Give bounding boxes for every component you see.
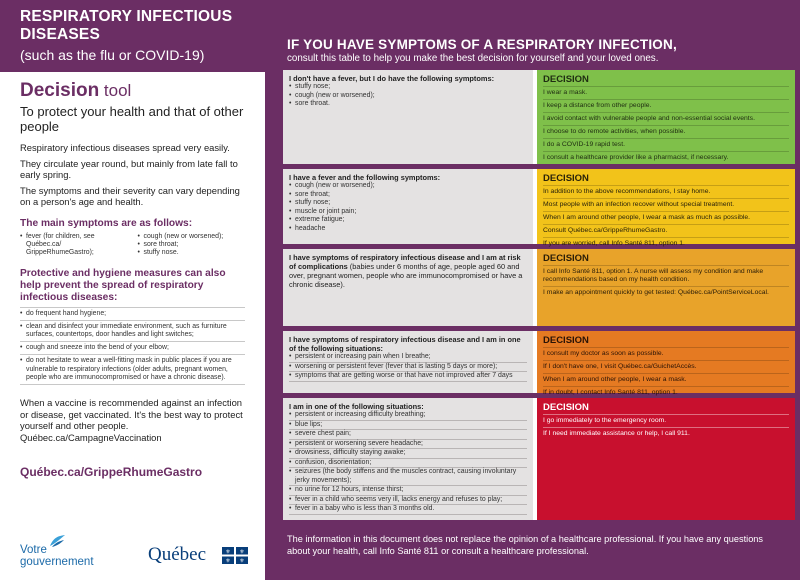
symptom-item: • fever in a baby who is less than 3 months old. bbox=[289, 505, 527, 515]
main-symptom-item: • cough (new or worsened); bbox=[138, 233, 246, 241]
protective-heading: Protective and hygiene measures can also help prevent the spread of respiratory infectious diseases: bbox=[20, 267, 226, 303]
svg-text:⚜: ⚜ bbox=[225, 549, 231, 556]
symptom-item: • persistent or increasing difficulty breathing; bbox=[289, 411, 527, 421]
decision-label: DECISION bbox=[543, 402, 589, 413]
symptom-list bbox=[289, 411, 527, 515]
symptom-item: • headache bbox=[289, 225, 527, 234]
vaccine-link[interactable]: Québec.ca/CampagneVaccination bbox=[20, 431, 162, 443]
symptom-item: • blue lips; bbox=[289, 421, 527, 431]
symptom-heading-bold: I am in one of the following situations: bbox=[289, 402, 424, 411]
symptom-item: • cough (new or worsened); bbox=[289, 92, 527, 101]
decision-item: I consult a healthcare provider like a pharmacist, if necessary. bbox=[543, 151, 789, 164]
decision-cell-yellow bbox=[537, 169, 795, 247]
symptom-heading-normal: (babies under 6 months of age, people aged 60 and over, pregnant women, people who are immunocompromised or have a chronic disease). bbox=[289, 262, 523, 289]
decision-item: When I am around other people, I wear a mask. bbox=[543, 373, 789, 386]
symptom-item: • extreme fatigue; bbox=[289, 216, 527, 225]
decision-item: I do a COVID-19 rapid test. bbox=[543, 138, 789, 151]
symptom-item: • fever in a child who seems very ill, lacks energy and refuses to play; bbox=[289, 496, 527, 506]
protective-item: • do not hesitate to wear a well-fitting mask in public places if you are vulnerable to respiratory infections (older adults, pregnant women, people who are immunocompromised or have a chronic disease). bbox=[20, 355, 245, 385]
decision-item: I wear a mask. bbox=[543, 86, 789, 99]
footer-disclaimer: The information in this document does not replace the opinion of a healthcare professional. If you have any questions about your health, call Info Santé 811 or consult a healthcare professional. bbox=[287, 534, 764, 556]
symptom-list bbox=[289, 182, 527, 233]
quebec-flag-icon bbox=[222, 547, 248, 564]
decision-item: If I need immediate assistance or help, I call 911. bbox=[543, 427, 789, 440]
main-symptoms-heading: The main symptoms are as follows: bbox=[20, 217, 193, 229]
decision-cell-orange bbox=[537, 331, 795, 396]
symptom-heading-bold: I have symptoms of respiratory infectious disease and I am at risk of complications bbox=[289, 253, 521, 271]
decision-cell-green bbox=[537, 70, 795, 164]
decision-item: I call Info Santé 811, option 1. A nurse will assess my condition and make recommendations based on my health condition. bbox=[543, 265, 789, 286]
right-title: IF YOU HAVE SYMPTOMS OF A RESPIRATORY INFECTION, bbox=[287, 37, 677, 52]
decision-label: DECISION bbox=[543, 335, 589, 346]
symptom-item: • symptoms that are getting worse or that have not improved after 7 days bbox=[289, 372, 527, 382]
symptom-item: • no urine for 12 hours, intense thirst; bbox=[289, 486, 527, 496]
svg-text:⚜: ⚜ bbox=[239, 549, 245, 556]
protective-list bbox=[20, 307, 245, 385]
gripperhumegastro-link[interactable]: Québec.ca/GrippeRhumeGastro bbox=[20, 465, 203, 480]
symptom-heading bbox=[289, 402, 527, 411]
symptom-heading bbox=[289, 74, 527, 83]
symptom-list bbox=[289, 83, 527, 109]
main-symptoms-list bbox=[20, 233, 245, 258]
decision-item: When I am around other people, I wear a mask as much as possible. bbox=[543, 211, 789, 224]
decision-word: Decision bbox=[20, 80, 100, 101]
protective-item: • clean and disinfect your immediate environment, such as furniture surfaces, countertops, door handles and light switches; bbox=[20, 321, 245, 342]
symptom-heading-bold: I don't have a fever, but I do have the following symptoms: bbox=[289, 74, 495, 83]
left-panel bbox=[0, 0, 265, 580]
decision-cell-amber bbox=[537, 249, 795, 326]
main-symptom-item: • sore throat; bbox=[138, 241, 246, 249]
symptom-item: • persistent or increasing pain when I breathe; bbox=[289, 353, 527, 363]
decision-row-4 bbox=[283, 331, 795, 396]
symptom-cell bbox=[283, 70, 537, 164]
symptom-item: • confusion, disorientation; bbox=[289, 459, 527, 469]
decision-item: If I don't have one, I visit Québec.ca/GuichetAccès. bbox=[543, 360, 789, 373]
protective-item: • cough and sneeze into the bend of your elbow; bbox=[20, 342, 245, 355]
symptom-heading bbox=[289, 253, 527, 289]
left-header bbox=[0, 0, 265, 72]
tool-word: tool bbox=[99, 81, 132, 100]
logo-votre: Votre bbox=[20, 544, 47, 556]
decision-item: Most people with an infection recover without special treatment. bbox=[543, 198, 789, 211]
decision-item: If you are worried, call Info Santé 811, option 1. bbox=[543, 237, 789, 250]
svg-text:⚜: ⚜ bbox=[225, 558, 231, 564]
symptom-item: • stuffy nose; bbox=[289, 83, 527, 92]
decision-item: I avoid contact with vulnerable people and non-essential social events. bbox=[543, 112, 789, 125]
vaccine-paragraph: When a vaccine is recommended against an infection or disease, get vaccinated. It's the best way to protect yourself and other people. bbox=[20, 397, 243, 432]
symptom-cell bbox=[283, 169, 537, 244]
decision-label: DECISION bbox=[543, 74, 589, 85]
symptoms-column-1 bbox=[20, 233, 128, 258]
decision-list bbox=[543, 347, 789, 399]
protective-item: • do frequent hand hygiene; bbox=[20, 308, 245, 321]
decision-list bbox=[543, 265, 789, 299]
symptom-item: • sore throat. bbox=[289, 100, 527, 109]
protect-subtitle: To protect your health and that of other people bbox=[20, 104, 244, 134]
symptom-item: • stuffy nose; bbox=[289, 199, 527, 208]
decision-row-1 bbox=[283, 70, 795, 164]
intro-p3: The symptoms and their severity can vary depending on a person's age and health. bbox=[20, 184, 240, 208]
decision-item: Consult Québec.ca/GrippeRhumeGastro. bbox=[543, 224, 789, 237]
decision-cell-red bbox=[537, 398, 795, 520]
decision-item: I choose to do remote activities, when possible. bbox=[543, 125, 789, 138]
vaccine-text bbox=[20, 397, 245, 443]
symptom-item: • severe chest pain; bbox=[289, 430, 527, 440]
svg-text:⚜: ⚜ bbox=[239, 558, 245, 564]
quebec-logo: Québec bbox=[148, 544, 207, 565]
decision-tool-title bbox=[20, 80, 245, 102]
symptom-item: • drowsiness, difficulty staying awake; bbox=[289, 449, 527, 459]
decision-item: I make an appointment quickly to get tested: Québec.ca/PointServiceLocal. bbox=[543, 286, 789, 299]
symptom-item: • muscle or joint pain; bbox=[289, 208, 527, 217]
decision-item: In addition to the above recommendations, I stay home. bbox=[543, 185, 789, 198]
right-panel bbox=[265, 0, 800, 580]
symptom-item: • seizures (the body stiffens and the muscles contract, causing involuntary jerky movements); bbox=[289, 468, 527, 486]
right-subtitle: consult this table to help you make the best decision for yourself and your loved ones. bbox=[287, 53, 659, 64]
symptom-cell bbox=[283, 249, 537, 326]
decision-item: I go immediately to the emergency room. bbox=[543, 414, 789, 427]
logos bbox=[20, 540, 250, 570]
decision-item: If in doubt, I contact Info Santé 811, option 1. bbox=[543, 386, 789, 399]
left-subtitle: (such as the flu or COVID-19) bbox=[20, 47, 205, 63]
leaf-icon bbox=[48, 534, 66, 548]
symptom-heading bbox=[289, 335, 527, 353]
decision-list bbox=[543, 414, 789, 440]
logo-gouvernement: gouvernement bbox=[20, 556, 94, 568]
decision-row-5 bbox=[283, 398, 795, 520]
symptom-cell bbox=[283, 331, 537, 393]
decision-list bbox=[543, 86, 789, 164]
left-title: RESPIRATORY INFECTIOUS DISEASES bbox=[20, 8, 233, 43]
decision-list bbox=[543, 185, 789, 250]
decision-item: I keep a distance from other people. bbox=[543, 99, 789, 112]
main-symptom-item: • fever (for children, see Québec.ca/ GrippeRhumeGastro); bbox=[20, 233, 128, 258]
intro-p1: Respiratory infectious diseases spread very easily. bbox=[20, 142, 230, 153]
symptom-list bbox=[289, 353, 527, 382]
symptom-heading-bold: I have a fever and the following symptoms: bbox=[289, 173, 441, 182]
decision-label: DECISION bbox=[543, 253, 589, 264]
symptom-heading-bold: I have symptoms of respiratory infectious disease and I am in one of the following situations: bbox=[289, 335, 521, 353]
decision-label: DECISION bbox=[543, 173, 589, 184]
votre-gouvernement-logo bbox=[20, 544, 94, 568]
symptoms-column-2 bbox=[138, 233, 246, 258]
intro-p2: They circulate year round, but mainly from late fall to early spring. bbox=[20, 157, 238, 181]
left-body bbox=[0, 72, 265, 479]
symptom-heading bbox=[289, 173, 527, 182]
decision-row-2 bbox=[283, 169, 795, 247]
symptom-item: • cough (new or worsened); bbox=[289, 182, 527, 191]
symptom-item: • worsening or persistent fever (fever that is lasting 5 days or more); bbox=[289, 363, 527, 373]
decision-item: I consult my doctor as soon as possible. bbox=[543, 347, 789, 360]
main-symptom-item: • stuffy nose. bbox=[138, 249, 246, 257]
symptom-item: • persistent or worsening severe headache; bbox=[289, 440, 527, 450]
symptom-item: • sore throat; bbox=[289, 191, 527, 200]
decision-row-3 bbox=[283, 249, 795, 326]
symptom-cell bbox=[283, 398, 537, 520]
